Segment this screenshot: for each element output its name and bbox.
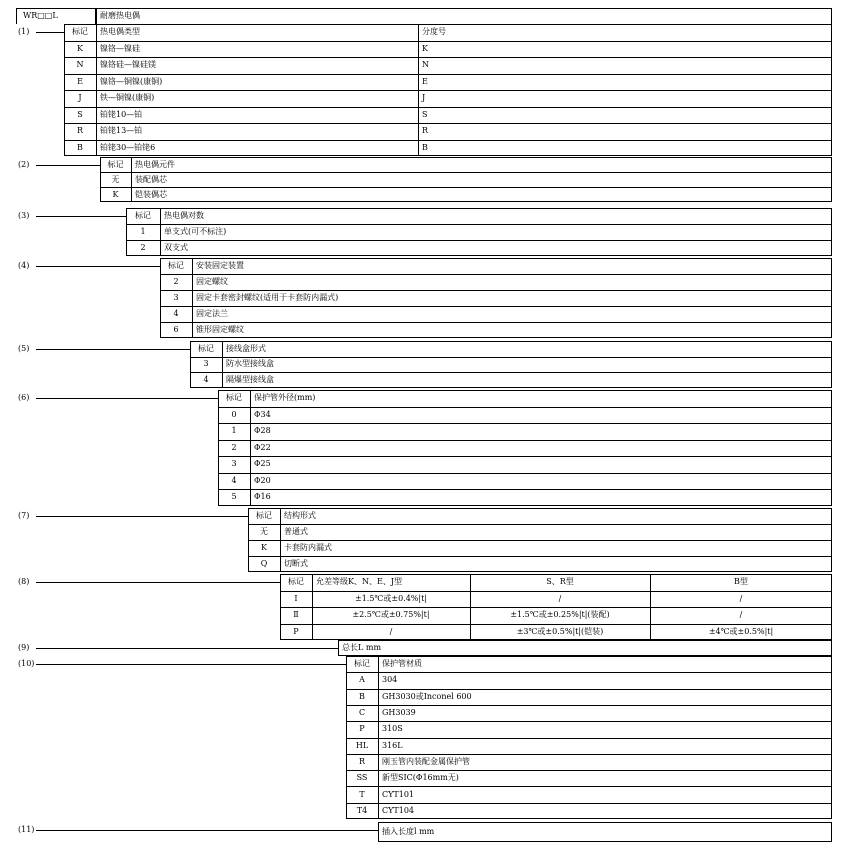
row-value: 刚玉管内装配金属保护管	[382, 756, 470, 766]
row-value: N	[422, 60, 429, 70]
column-separator	[250, 390, 251, 506]
leader-line	[36, 664, 346, 665]
row-separator	[346, 738, 832, 739]
row-value: ±1.5℃或±0.4%|t|	[354, 593, 428, 603]
row-mark: K	[261, 543, 267, 552]
mark-header: 标记	[72, 27, 88, 37]
row-value: /	[558, 593, 562, 603]
row-mark: 6	[173, 325, 179, 334]
row-value: /	[389, 626, 393, 636]
row-separator	[64, 123, 832, 124]
mark-header: 标记	[256, 511, 272, 520]
row-mark: Ⅰ	[294, 593, 298, 603]
mark-header: 标记	[226, 393, 242, 403]
row-mark: HL	[355, 740, 369, 750]
section-number: (3)	[18, 211, 30, 220]
mark-header: 标记	[107, 159, 124, 169]
row-value: CYT101	[382, 789, 415, 799]
mark-header: 标记	[168, 261, 184, 270]
row-mark: K	[112, 189, 119, 199]
leader-line	[36, 266, 160, 267]
column-header: 安装固定装置	[196, 261, 244, 270]
section-table	[126, 208, 832, 256]
leader-line	[36, 216, 126, 217]
row-value: ±2.5℃或±0.75%|t|	[352, 610, 430, 620]
row-separator	[64, 140, 832, 141]
row-separator	[190, 357, 832, 358]
column-separator	[280, 508, 281, 572]
row-separator	[280, 624, 832, 625]
row-value: Φ34	[254, 409, 271, 419]
leader-line	[36, 398, 218, 399]
row-value: 铂铑13—铂	[100, 126, 143, 136]
column-separator	[312, 574, 313, 640]
leader-line	[36, 349, 190, 350]
row-value: 固定螺纹	[196, 277, 228, 286]
leader-line	[36, 516, 248, 517]
row-value: 镍铬—铜镍(康铜)	[100, 76, 163, 86]
column-separator	[192, 258, 193, 338]
row-mark: 2	[173, 277, 179, 286]
row-value: J	[422, 93, 426, 103]
section-text: 插入长度l mm	[382, 827, 435, 836]
row-mark: 1	[231, 426, 237, 436]
text-cell	[378, 822, 832, 842]
row-separator	[100, 172, 832, 173]
row-value: 锥形固定螺纹	[196, 325, 244, 334]
column-header: 分度号	[422, 27, 446, 37]
row-separator	[346, 786, 832, 787]
header-model: WR□□L	[23, 11, 58, 20]
row-mark: 1	[140, 227, 146, 236]
row-mark: R	[358, 756, 366, 766]
leader-line	[36, 648, 338, 649]
row-value: ±4℃或±0.5%|t|	[708, 626, 774, 636]
row-mark: T4	[356, 805, 368, 815]
row-mark: 0	[231, 409, 237, 419]
row-separator	[126, 240, 832, 241]
row-mark: A	[359, 675, 365, 685]
row-value: Φ25	[254, 459, 271, 469]
row-value: B	[422, 142, 428, 152]
row-mark: N	[76, 60, 84, 70]
mark-header: 标记	[198, 343, 214, 353]
row-value: ±3℃或±0.5%|t|(铠装)	[516, 626, 604, 636]
row-mark: 3	[203, 359, 209, 369]
row-mark: 无	[111, 174, 120, 184]
column-header: 热电偶对数	[164, 211, 204, 220]
mark-header: 标记	[354, 659, 370, 669]
row-mark: 2	[231, 442, 237, 452]
row-separator	[160, 322, 832, 323]
row-value: Φ22	[254, 442, 271, 452]
row-value: 双支式	[164, 243, 188, 252]
column-header: 热电偶元件	[135, 159, 175, 169]
section-text: 总长L mm	[342, 643, 382, 652]
column-separator	[222, 341, 223, 388]
row-value: K	[422, 43, 428, 53]
column-header: 接线盒形式	[226, 343, 266, 353]
row-value: 镍铬硅—镍硅镁	[100, 60, 156, 70]
row-separator	[280, 591, 832, 592]
text-cell	[338, 640, 832, 656]
column-separator	[160, 208, 161, 256]
row-mark: R	[76, 126, 84, 136]
section-number: (8)	[18, 577, 30, 586]
row-separator	[64, 107, 832, 108]
row-separator	[218, 456, 832, 457]
leader-line	[36, 582, 280, 583]
row-value: 铁—铜镍(康铜)	[100, 93, 155, 103]
row-value: /	[739, 593, 743, 603]
row-separator	[64, 90, 832, 91]
row-value: R	[422, 126, 429, 136]
row-value: GH3039	[382, 708, 416, 718]
row-separator	[346, 770, 832, 771]
column-separator	[96, 24, 97, 156]
section-number: (10)	[18, 659, 35, 668]
row-value: GH3030或Inconel 600	[382, 691, 472, 701]
row-value: 固定法兰	[196, 309, 228, 318]
row-separator	[218, 423, 832, 424]
column-separator	[418, 24, 419, 156]
row-value: 新型SIC(Φ16mm无)	[382, 773, 459, 783]
row-separator	[280, 607, 832, 608]
row-mark: 3	[231, 459, 237, 469]
row-mark: 4	[173, 309, 179, 318]
row-value: 卡套防内漏式	[284, 543, 332, 552]
row-mark: B	[359, 691, 365, 701]
row-separator	[346, 721, 832, 722]
header-title-cell	[96, 8, 832, 24]
row-value: 铂铑30—铂铑6	[100, 142, 156, 152]
row-value: 切断式	[284, 559, 308, 568]
section-number: (4)	[18, 261, 30, 270]
row-mark: S	[77, 109, 83, 119]
row-mark: P	[293, 626, 299, 636]
row-mark: K	[77, 43, 83, 53]
row-value: E	[422, 76, 428, 86]
row-separator	[218, 473, 832, 474]
leader-line	[36, 32, 64, 33]
row-separator	[218, 489, 832, 490]
row-separator	[126, 224, 832, 225]
section-number: (5)	[18, 344, 30, 353]
column-header: 保护管材质	[382, 659, 422, 669]
row-separator	[346, 689, 832, 690]
row-value: 装配偶芯	[135, 174, 167, 184]
row-value: 316L	[382, 740, 403, 750]
section-table	[190, 341, 832, 388]
row-separator	[218, 440, 832, 441]
row-separator	[160, 306, 832, 307]
row-mark: Ⅱ	[293, 610, 299, 620]
section-number: (9)	[18, 643, 30, 652]
row-value: 防水型接线盒	[226, 359, 274, 369]
mark-header: 标记	[288, 577, 304, 587]
column-header: B型	[734, 577, 748, 587]
section-number: (7)	[18, 511, 30, 520]
row-separator	[190, 372, 832, 373]
row-separator	[346, 705, 832, 706]
row-value: 普通式	[284, 527, 308, 536]
row-value: Φ20	[254, 475, 271, 485]
row-value: 304	[382, 675, 398, 685]
leader-line	[36, 830, 378, 831]
section-number: (11)	[18, 825, 35, 834]
column-separator	[131, 157, 132, 202]
section-number: (6)	[18, 393, 30, 402]
row-separator	[100, 187, 832, 188]
column-header: 允差等级K、N、E、J型	[316, 577, 403, 587]
row-separator	[64, 74, 832, 75]
row-value: /	[739, 610, 743, 620]
row-value: 单支式(可不标注)	[164, 227, 227, 236]
leader-line	[36, 165, 100, 166]
row-value: 310S	[382, 724, 403, 734]
mark-header: 标记	[135, 211, 151, 220]
row-value: 固定卡套密封螺纹(适用于卡套防内漏式)	[196, 293, 339, 302]
row-mark: 5	[231, 492, 237, 502]
column-header: 保护管外径(mm)	[254, 393, 316, 403]
row-mark: T	[359, 789, 365, 799]
section-number: (2)	[18, 160, 30, 169]
row-value: CYT104	[382, 805, 415, 815]
row-value: Φ28	[254, 426, 271, 436]
section-table	[100, 157, 832, 202]
row-mark: P	[359, 724, 365, 734]
row-value: 镍铬—镍硅	[100, 43, 140, 53]
row-value: 铂铑10—铂	[100, 109, 143, 119]
section-number: (1)	[18, 27, 30, 36]
column-header: 热电偶类型	[100, 27, 140, 37]
row-separator	[160, 290, 832, 291]
column-separator	[378, 656, 379, 819]
column-header: 结构形式	[284, 511, 316, 520]
column-separator	[470, 574, 471, 640]
row-value: 铠装偶芯	[135, 189, 167, 199]
row-value: Φ16	[254, 492, 271, 502]
header-title: 耐磨热电偶	[100, 11, 140, 20]
row-mark: 2	[140, 243, 146, 252]
row-value: S	[422, 109, 428, 119]
column-header: S、R型	[546, 577, 574, 587]
column-separator	[650, 574, 651, 640]
row-mark: 4	[231, 475, 237, 485]
row-separator	[64, 57, 832, 58]
row-mark: B	[77, 142, 83, 152]
row-mark: SS	[356, 773, 368, 783]
row-separator	[346, 803, 832, 804]
row-mark: 无	[260, 527, 268, 536]
row-separator	[346, 754, 832, 755]
row-mark: 3	[173, 293, 179, 302]
row-mark: C	[358, 708, 366, 718]
row-separator	[218, 407, 832, 408]
row-value: ±1.5℃或±0.25%|t|(装配)	[510, 610, 610, 620]
row-separator	[64, 41, 832, 42]
row-value: 隔爆型接线盒	[226, 374, 274, 384]
row-separator	[160, 274, 832, 275]
row-separator	[248, 540, 832, 541]
row-separator	[248, 556, 832, 557]
row-mark: 4	[203, 374, 209, 384]
row-mark: J	[78, 93, 82, 103]
row-mark: E	[77, 76, 83, 86]
row-separator	[346, 672, 832, 673]
row-separator	[248, 524, 832, 525]
row-mark: Q	[260, 559, 268, 568]
